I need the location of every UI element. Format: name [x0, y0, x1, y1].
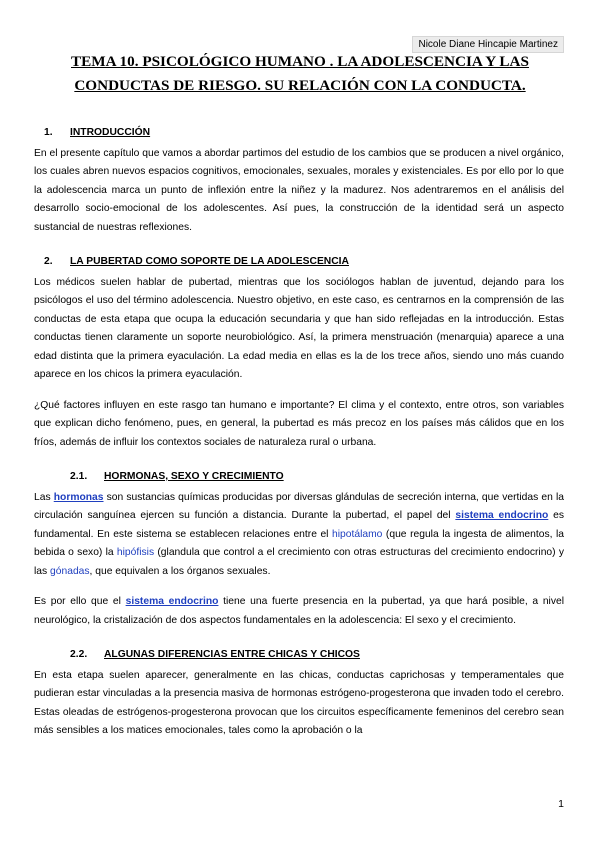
section-2-2-number: 2.2.	[70, 649, 88, 660]
section-1-number: 1.	[44, 127, 53, 138]
hormonas-link[interactable]: hormonas	[53, 491, 104, 503]
section-2-paragraph-2: ¿Qué factores influyen en este rasgo tan humano e importante? El clima y el contexto, entre otros, son variables que explican dicho fenómeno, pues, en general, la pubertad es más precoz en los países más cálidos que en los fríos, además de influir los contextos sociales de naturaleza rural o urbana.	[34, 399, 564, 448]
title-line-1: TEMA 10. PSICOLÓGICO HUMANO . LA ADOLESCENCIA Y LAS	[71, 53, 529, 70]
title-line-2: CONDUCTAS DE RIESGO. SU RELACIÓN CON LA CONDUCTA.	[74, 77, 526, 94]
document-title	[34, 50, 566, 98]
section-1-title: INTRODUCCIÓN	[70, 127, 151, 138]
section-2-1-paragraph-2: Es por ello que el sistema endocrino tiene una fuerte presencia en la pubertad, ya que hará posible, a nivel neurológico, la cristalización de dos aspectos fundamentales en la adolescencia: El sexo y el crecimiento.	[34, 596, 565, 626]
section-2-1-paragraph-1: Las hormonas son sustancias químicas producidas por diversas glándulas de secreción interna, que vertidas en la circulación sanguínea ejercen su función a distancia. Durante la pubertad, el papel del sistema endocrino es fundamental. En este sistema se establecen relaciones entre el hipotálamo (que regula la ingesta de alimentos, la bebida o sexo) la hipófisis (glandula que control a el crecimiento con otras estructuras del crecimiento endocrino) y las gónadas, que equivalen a los órganos sexuales.	[34, 491, 565, 577]
document-body	[34, 124, 564, 741]
sistema-endocrino-link-2[interactable]: sistema endocrino	[125, 596, 219, 607]
sistema-endocrino-link[interactable]: sistema endocrino	[455, 510, 549, 521]
section-2-2-title: ALGUNAS DIFERENCIAS ENTRE CHICAS Y CHICOS	[104, 649, 360, 660]
section-2-2-paragraph: En esta etapa suelen aparecer, generalmente en las chicas, conductas caprichosas y temperamentales que pudieran estar vinculadas a la presencia masiva de hormonas estrógeno-progesterona que invaden todo el cerebro. Estas oleadas de estrógenos-progesterona provocan que los circuitos específicamente femeninos del cerebro sean más sensibles a los matices emocionales, tales como la aprobación o la	[34, 669, 564, 736]
gonadas-link[interactable]: gónadas	[50, 565, 90, 577]
page-number: 1	[558, 798, 564, 810]
section-2-heading	[34, 253, 564, 272]
section-2-1-number: 2.1.	[70, 471, 88, 482]
hipofisis-link[interactable]: hipófisis	[116, 547, 155, 558]
section-2-title: LA PUBERTAD COMO SOPORTE DE LA ADOLESCENCIA	[70, 256, 349, 267]
section-2-1-heading	[34, 468, 564, 487]
section-1-paragraph: En el presente capítulo que vamos a abordar partimos del estudio de los cambios que se producen a nivel orgánico, los cuales abren nuevos espacios cognitivos, emocionales, sexuales, morales y existenciales. Es por ello por lo que la adolescencia marca un punto de inflexión entre la niñez y la madurez. Nos adentraremos en el análisis del desarrollo socio-emocional de los adolescentes. Así pues, la construcción de la identidad será un aspecto sustancial de nuestras reflexiones.	[34, 147, 564, 233]
section-1-heading	[34, 124, 564, 143]
section-2-number: 2.	[44, 256, 53, 267]
section-2-paragraph-1: Los médicos suelen hablar de pubertad, mientras que los sociólogos hablan de juventud, dejando para los psicólogos el uso del término adolescencia. Nuestro objetivo, en este caso, es centrarnos en la comprensión de las conductas de esta etapa que ocupa la educación secundaria y que han sido reflejadas en la introducción. Estas conductas tienen claramente un soporte neurobiológico. Así, la primera menstruación (menarquia) aparece a una edad distinta que la primera eyaculación. La edad media en ellas es la de los trece años, siendo uno más cuando aparece en los chicos la primera eyaculación.	[34, 276, 564, 380]
section-2-1-title: HORMONAS, SEXO Y CRECIMIENTO	[104, 471, 284, 482]
author-label: Nicole Diane Hincapie Martinez	[412, 36, 564, 53]
section-2-2-heading	[34, 646, 564, 665]
hipotalamo-link[interactable]: hipotálamo	[332, 528, 383, 540]
